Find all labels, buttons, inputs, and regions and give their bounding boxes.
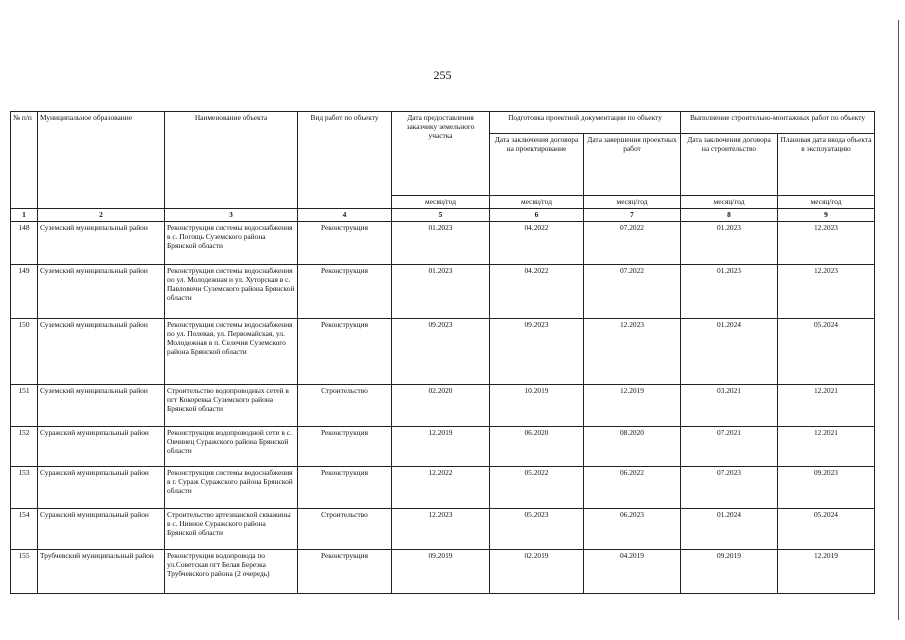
- commission-date-cell: 12.2019: [778, 550, 875, 594]
- row-number: 153: [11, 467, 38, 509]
- design-contract-cell: 04.2022: [490, 222, 584, 265]
- land-date-cell: 12.2023: [392, 509, 490, 550]
- construction-contract-cell: 01.2024: [681, 509, 778, 550]
- header-design-contract: Дата заключения договора на проектирование: [490, 134, 584, 196]
- header-planned-commission: Плановая дата ввода объекта в эксплуатацию: [778, 134, 875, 196]
- column-number-row: [11, 209, 875, 222]
- construction-contract-cell: 01.2024: [681, 319, 778, 385]
- objects-table: [10, 111, 875, 594]
- header-number: № п/п: [11, 112, 38, 209]
- design-contract-cell: 05.2023: [490, 509, 584, 550]
- municipality-cell: Суражский муниципальный район: [38, 427, 165, 467]
- column-number: 1: [11, 209, 38, 222]
- unit-label: месяц/год: [584, 196, 681, 209]
- design-contract-cell: 02.2019: [490, 550, 584, 594]
- column-number: 8: [681, 209, 778, 222]
- table-row: [11, 265, 875, 319]
- municipality-cell: Суземский муниципальный район: [38, 222, 165, 265]
- column-number: 5: [392, 209, 490, 222]
- commission-date-cell: 05.2024: [778, 509, 875, 550]
- construction-contract-cell: 01.2023: [681, 265, 778, 319]
- row-number: 148: [11, 222, 38, 265]
- commission-date-cell: 12.2021: [778, 385, 875, 427]
- object-name-cell: Реконструкция системы водоснабжения по ул. Полевая, ул. Первомайская, ул. Молодежная в п. Селечня Суземского района Брянской области: [165, 319, 298, 385]
- work-type-cell: Реконструкция: [298, 222, 392, 265]
- row-number: 155: [11, 550, 38, 594]
- table-row: [11, 550, 875, 594]
- municipality-cell: Суражский муниципальный район: [38, 509, 165, 550]
- construction-contract-cell: 01.2023: [681, 222, 778, 265]
- design-finish-cell: 04.2019: [584, 550, 681, 594]
- table-row: [11, 509, 875, 550]
- table-row: [11, 385, 875, 427]
- header-construction-group: Выполнение строительно-монтажных работ по объекту: [681, 112, 875, 134]
- object-name-cell: Строительство водопроводных сетей в пгт Кокоревка Суземского района Брянской области: [165, 385, 298, 427]
- land-date-cell: 02.2020: [392, 385, 490, 427]
- design-finish-cell: 12.2019: [584, 385, 681, 427]
- column-number: 6: [490, 209, 584, 222]
- land-date-cell: 01.2023: [392, 265, 490, 319]
- land-date-cell: 09.2019: [392, 550, 490, 594]
- table-row: [11, 319, 875, 385]
- municipality-cell: Суземский муниципальный район: [38, 319, 165, 385]
- municipality-cell: Трубчевский муниципальный район: [38, 550, 165, 594]
- object-name-cell: Реконструкция водопроводной сети в с. Овчинец Суражского района Брянской области: [165, 427, 298, 467]
- construction-contract-cell: 07.2021: [681, 427, 778, 467]
- header-design-group: Подготовка проектной документации по объекту: [490, 112, 681, 134]
- design-finish-cell: 07.2022: [584, 222, 681, 265]
- column-number: 7: [584, 209, 681, 222]
- column-number: 4: [298, 209, 392, 222]
- object-name-cell: Реконструкция системы водоснабжения в г. Сураж Суражского района Брянской области: [165, 467, 298, 509]
- unit-label: месяц/год: [778, 196, 875, 209]
- page-number: 255: [433, 68, 452, 82]
- design-finish-cell: 06.2022: [584, 467, 681, 509]
- unit-label: месяц/год: [490, 196, 584, 209]
- object-name-cell: Реконструкция системы водоснабжения в с. Погощь Суземского района Брянской области: [165, 222, 298, 265]
- row-number: 149: [11, 265, 38, 319]
- work-type-cell: Реконструкция: [298, 467, 392, 509]
- work-type-cell: Реконструкция: [298, 319, 392, 385]
- header-construction-contract: Дата заключения договора на строительство: [681, 134, 778, 196]
- work-type-cell: Строительство: [298, 509, 392, 550]
- municipality-cell: Суземский муниципальный район: [38, 265, 165, 319]
- construction-contract-cell: 07.2023: [681, 467, 778, 509]
- row-number: 154: [11, 509, 38, 550]
- work-type-cell: Реконструкция: [298, 427, 392, 467]
- table-body: [11, 222, 875, 594]
- design-finish-cell: 08.2020: [584, 427, 681, 467]
- design-contract-cell: 05.2022: [490, 467, 584, 509]
- column-number: 2: [38, 209, 165, 222]
- object-name-cell: Реконструкция водопровода по ул.Советская пгт Белая Березка Трубчевского района (2 очередь): [165, 550, 298, 594]
- construction-contract-cell: 03.2021: [681, 385, 778, 427]
- header-object: Наименование объекта: [165, 112, 298, 209]
- header-municipality: Муниципальное образование: [38, 112, 165, 209]
- work-type-cell: Реконструкция: [298, 265, 392, 319]
- object-name-cell: Реконструкция системы водоснабжения по ул. Молодежная и ул. Хуторская в с. Павловичи Суземского района Брянской области: [165, 265, 298, 319]
- object-name-cell: Строительство артезианской скважины в с. Нивное Суражского района Брянской области: [165, 509, 298, 550]
- column-number: 3: [165, 209, 298, 222]
- municipality-cell: Суземский муниципальный район: [38, 385, 165, 427]
- municipality-cell: Суражский муниципальный район: [38, 467, 165, 509]
- design-contract-cell: 06.2020: [490, 427, 584, 467]
- table-row: [11, 467, 875, 509]
- commission-date-cell: 12.2023: [778, 265, 875, 319]
- unit-label: месяц/год: [681, 196, 778, 209]
- land-date-cell: 12.2019: [392, 427, 490, 467]
- header-design-finish: Дата завершения проектных работ: [584, 134, 681, 196]
- design-finish-cell: 07.2022: [584, 265, 681, 319]
- design-finish-cell: 06.2023: [584, 509, 681, 550]
- land-date-cell: 09.2023: [392, 319, 490, 385]
- work-type-cell: Реконструкция: [298, 550, 392, 594]
- page-edge-line: [898, 20, 899, 620]
- design-contract-cell: 10.2019: [490, 385, 584, 427]
- table-row: [11, 222, 875, 265]
- row-number: 151: [11, 385, 38, 427]
- design-contract-cell: 04.2022: [490, 265, 584, 319]
- header-work-type: Вид работ по объекту: [298, 112, 392, 209]
- unit-label: месяц/год: [392, 196, 490, 209]
- land-date-cell: 01.2023: [392, 222, 490, 265]
- land-date-cell: 12.2022: [392, 467, 490, 509]
- commission-date-cell: 12.2021: [778, 427, 875, 467]
- work-type-cell: Строительство: [298, 385, 392, 427]
- design-finish-cell: 12.2023: [584, 319, 681, 385]
- commission-date-cell: 05.2024: [778, 319, 875, 385]
- header-land-date: Дата предоставления заказчику земельного участка: [392, 112, 490, 196]
- commission-date-cell: 12.2023: [778, 222, 875, 265]
- row-number: 152: [11, 427, 38, 467]
- column-number: 9: [778, 209, 875, 222]
- commission-date-cell: 09.2023: [778, 467, 875, 509]
- construction-contract-cell: 09.2019: [681, 550, 778, 594]
- row-number: 150: [11, 319, 38, 385]
- table-row: [11, 427, 875, 467]
- design-contract-cell: 09.2023: [490, 319, 584, 385]
